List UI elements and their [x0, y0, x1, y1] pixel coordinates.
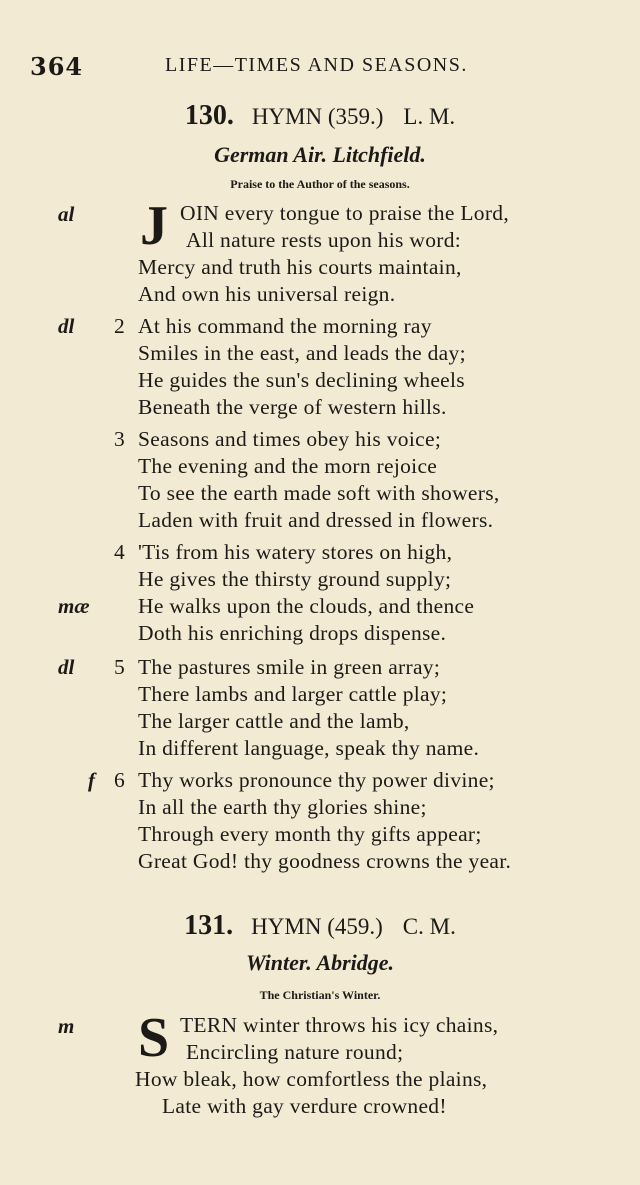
verse-line: Laden with fruit and dressed in flowers. [138, 508, 494, 532]
verse-line: Through every month thy gifts appear; [138, 822, 482, 846]
verse-number: 5 [114, 655, 125, 679]
verse-line: And own his universal reign. [138, 282, 396, 306]
hymn-number: 130. [184, 100, 234, 131]
verse-line: The larger cattle and the lamb, [138, 709, 410, 733]
verse-line: 'Tis from his watery stores on high, [138, 540, 453, 564]
verse-number: 6 [114, 768, 125, 792]
hymn-label: HYMN [251, 914, 322, 939]
verse-line: Mercy and truth his courts maintain, [138, 255, 462, 279]
verse-number: 4 [114, 540, 125, 564]
dynamic-mark: mæ [58, 594, 90, 618]
verse-line: The pastures smile in green array; [138, 655, 441, 679]
verse-line: There lambs and larger cattle play; [138, 682, 448, 706]
hymn-ref: (459.) [327, 914, 383, 939]
tune-name: Winter. Abridge. [245, 950, 395, 975]
verse-line: At his command the morning ray [138, 314, 432, 338]
verse-line: TERN winter throws his icy chains, [180, 1013, 499, 1037]
hymn-heading [0, 910, 640, 942]
running-title: LIFE—TIMES AND SEASONS. [165, 54, 468, 76]
hymn-ref: (359.) [327, 104, 384, 129]
verse-line: Thy works pronounce thy power divine; [138, 768, 495, 792]
drop-cap: S [138, 1007, 170, 1069]
verse-line: The evening and the morn rejoice [138, 454, 438, 478]
verse-line: Doth his enriching drops dispense. [138, 621, 447, 645]
verse-line: Great God! thy goodness crowns the year. [138, 849, 512, 873]
verse-line: All nature rests upon his word: [186, 228, 462, 252]
dynamic-mark: f [88, 768, 95, 792]
verse-number: 3 [114, 427, 125, 451]
dynamic-mark: dl [58, 314, 75, 338]
verse-line: He guides the sun's declining wheels [138, 368, 465, 392]
verse-line: He walks upon the clouds, and thence [138, 594, 475, 618]
hymn-label: HYMN [251, 104, 323, 129]
verse-line: OIN every tongue to praise the Lord, [180, 201, 510, 225]
verse-line: To see the earth made soft with showers, [138, 481, 500, 505]
verse-line: Seasons and times obey his voice; [138, 427, 442, 451]
verse-line: He gives the thirsty ground supply; [138, 567, 452, 591]
hymn-meter: L. M. [403, 104, 456, 129]
hymn-subject: Praise to the Author of the seasons. [230, 177, 410, 191]
dynamic-mark: m [58, 1014, 75, 1038]
dynamic-mark: dl [58, 655, 75, 679]
verse-line: In different language, speak thy name. [138, 736, 480, 760]
hymn-heading [0, 100, 640, 132]
verse-line: How bleak, how comfortless the plains, [135, 1067, 488, 1091]
hymn-subject: The Christian's Winter. [259, 988, 381, 1002]
page-number: 364 [30, 52, 84, 81]
verse-line: Encircling nature round; [186, 1040, 404, 1064]
hymn-meter: C. M. [402, 914, 456, 939]
hymn-number: 131. [184, 910, 234, 941]
verse-line: Smiles in the east, and leads the day; [138, 341, 466, 365]
verse-line: In all the earth thy glories shine; [138, 795, 427, 819]
dynamic-mark: al [58, 202, 75, 226]
drop-cap: J [140, 195, 168, 257]
verse-line: Beneath the verge of western hills. [138, 395, 447, 419]
running-head [30, 52, 620, 84]
verse-line: Late with gay verdure crowned! [162, 1094, 447, 1118]
tune-name: German Air. Litchfield. [214, 142, 426, 167]
verse-number: 2 [114, 314, 125, 338]
